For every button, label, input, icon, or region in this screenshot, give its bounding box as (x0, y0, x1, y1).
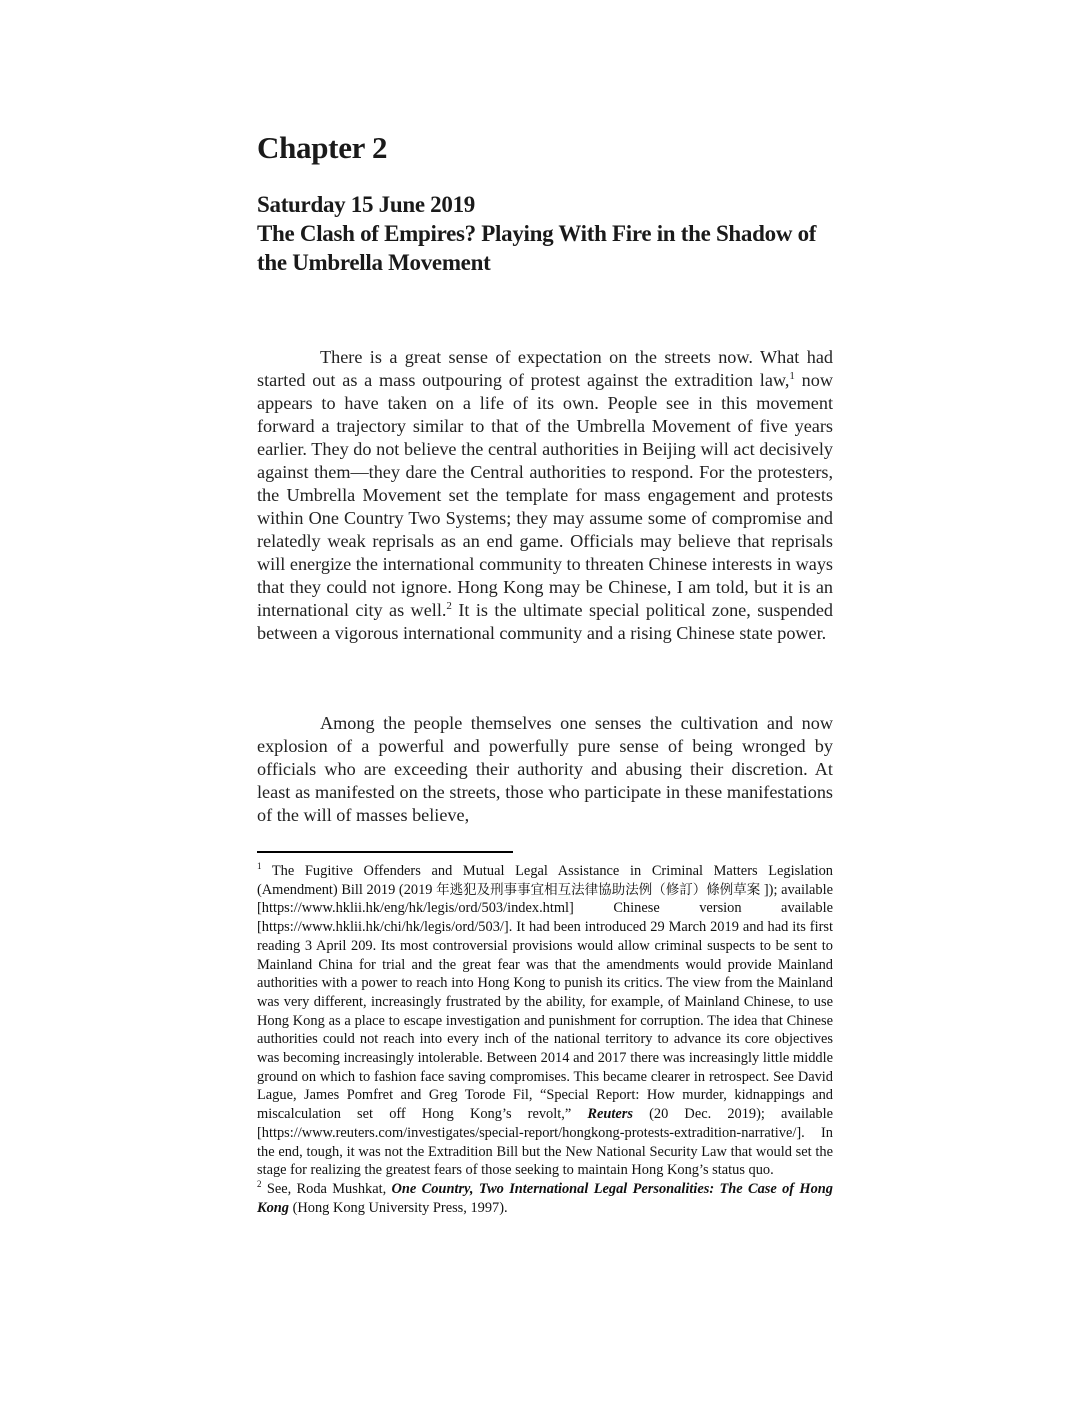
footnote-text: The Fugitive Offenders and Mutual Legal Assistance in Criminal Matters Legislation (Amendment) Bill 2019 (2019 (257, 863, 833, 898)
footnote-number: 2 (257, 1179, 262, 1190)
footnote-cjk-title: 年逃犯及刑事事宜相互法律協助法例（修訂）條例草案 (436, 881, 761, 898)
footnote-book-title: One Country, Two International Legal Personalities: The Case of Hong Kong (257, 1180, 833, 1216)
footnote-text: ]); available [https://www.hklii.hk/eng/hk/legis/ord/503/index.html] Chinese version available [https://www.hklii.hk/chi/hk/legis/ord/503/]. It had been introduced 29 March 2019 and had its first reading 3 April 209. Its most controversial provisions would allow criminal suspects to be sent to Mainland China for trial and the great fear was that the amendments would provide Mainland authorities with a power to reach into Hong Kong to punish its critics. The view from the Mainland was very different, increasingly frustrated by the ability, for example, of Mainland Chinese, to use Hong Kong as a place to escape investigation and punishment for corruption. The idea that Chinese authorities could not reach into every inch of the national territory to advance its core objectives was becoming increasingly intolerable. Between 2014 and 2017 there was increasingly little middle ground on which to fashion face saving compromises. This became clearer in retrospect. See David Lague, James Pomfret and Greg Torode Fil, “Special Report: How murder, kidnappings and miscalculation set off Hong Kong’s revolt,” (257, 881, 834, 1123)
paragraph-text: There is a great sense of expectation on the streets now. What had started out as a mass outpouring of protest against the extradition law, (257, 347, 833, 390)
chapter-title: Chapter 2 (257, 130, 388, 165)
date-heading: Saturday 15 June 2019 (257, 192, 475, 217)
paragraph-text: Among the people themselves one senses the cultivation and now explosion of a powerful and powerfully pure sense of being wronged by officials who are exceeding their authority and abusing their discretion. At least as manifested on the streets, those who participate in these manifestations of the will of masses believe, (257, 713, 833, 825)
paragraph-text: now appears to have taken on a life of its own. People see in this movement forward a trajectory similar to that of the Umbrella Movement of five years earlier. They do not believe the central authorities in Beijing will act decisively against them—they dare the Central authorities to respond. For the protesters, the Umbrella Movement set the template for mass engagement and protests within One Country Two Systems; they may assume some of compromise and relatedly weak reprisals as an end game. Officials may believe that reprisals will energize the international community to threaten Chinese interests in ways that they could not ignore. Hong Kong may be Chinese, I am told, but it is an international city as well. (257, 370, 833, 620)
footnote-number: 1 (257, 861, 262, 872)
footnote-1 (257, 862, 833, 1180)
chapter-subtitle: The Clash of Empires? Playing With Fire in the Shadow of the Umbrella Movement (257, 221, 817, 275)
footnote-text: (Hong Kong University Press, 1997). (289, 1199, 508, 1216)
footnote-text: (20 Dec. 2019); available [https://www.reuters.com/investigates/special-report/hongkong-protests-extradition-narrative/]. In the end, tough, it was not the Extradition Bill but the New National Security Law that would set the stage for realizing the greatest fears of those seeking to maintain Hong Kong’s status quo. (257, 1106, 833, 1179)
footnote-text: See, Roda Mushkat, (261, 1180, 392, 1197)
body-paragraph (257, 712, 833, 827)
footnote-source-title: Reuters (587, 1106, 633, 1123)
footnote-2 (257, 1180, 833, 1217)
body-paragraph (257, 346, 833, 645)
footnotes-section (257, 862, 833, 1217)
footnote-reference[interactable]: 1 (789, 369, 795, 382)
footnote-reference[interactable]: 2 (446, 599, 452, 612)
paragraph-text: It is the ultimate special political zone, suspended between a vigorous international community and a rising Chinese state power. (257, 600, 833, 643)
footnote-separator (257, 851, 513, 853)
